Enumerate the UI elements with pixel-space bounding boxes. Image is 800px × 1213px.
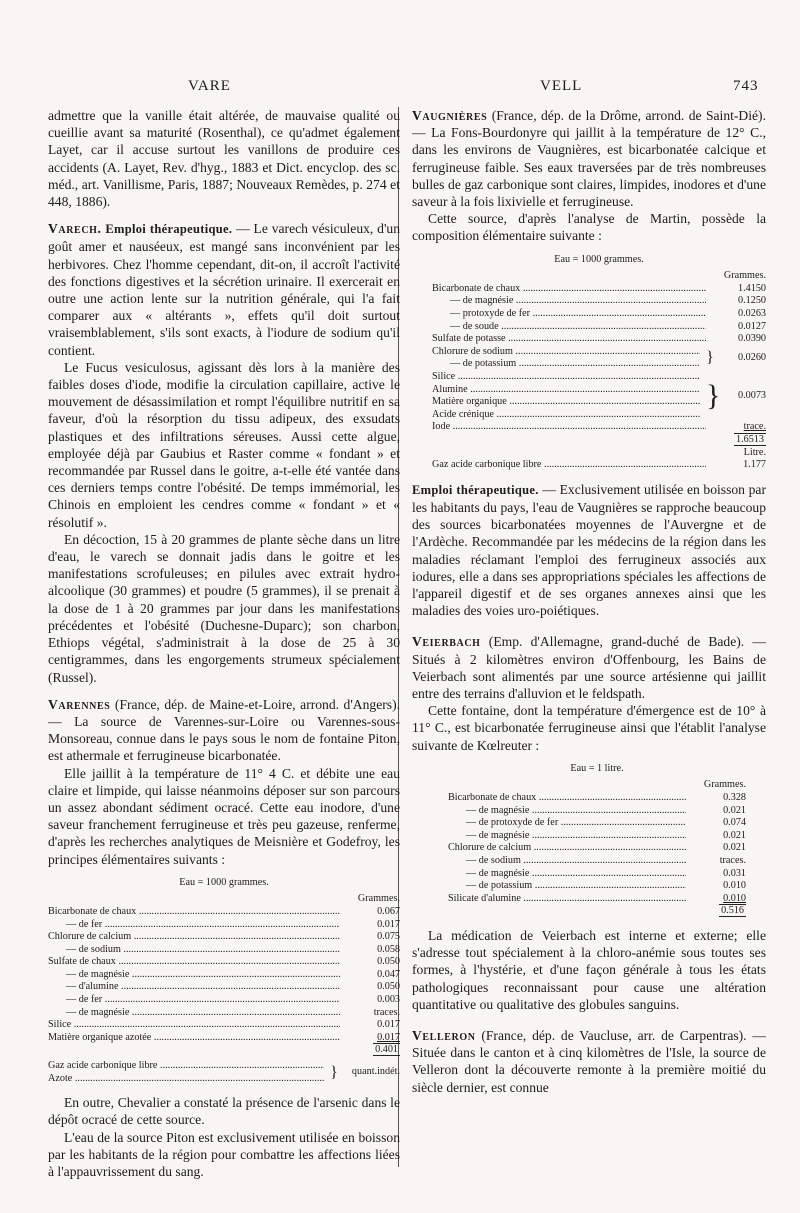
table-unit: Grammes. — [723, 270, 766, 282]
varech-entry — [48, 220, 400, 359]
table-row: — de soude ..... 0.0127 — [432, 321, 766, 334]
left-column — [48, 107, 400, 1180]
table-total: 1.6513 — [735, 433, 764, 445]
table-row: — de potassium ..... 0.010 — [448, 880, 746, 893]
vaugnieres-therapeutique — [412, 481, 766, 620]
varech-paragraph-3: En décoction, 15 à 20 grammes de plante sèche dans un litre d'eau, le varech se donnait jadis dans le goitre et les manifestations scrofuleuses; en pilules avec extrait hydro-alcoolique (30 grammes) et poudre (5 grammes), il se prenait à la dose de 1 à 20 grammes par jour dans les manifestations précédentes et l'obésité (Duchesne-Duparc); son charbon, Ethiops végétal, s'administrait à la dose de 25 à 30 centigrammes, dans les engorgements strumeux spécialement (Russel). — [48, 531, 400, 685]
velleron-text: (France, dép. de Vaucluse, arr. de Carpentras). — Située dans le canton et à cinq kilomètres de l'Isle, la source de Velleron dont la découverte remonte à la première moitié du siècle dernier, est connue — [412, 1027, 766, 1095]
table-row: — de magnésie ..... traces. — [48, 1007, 400, 1020]
table-row: — de protoxyde de fer ..... 0.074 — [448, 817, 746, 830]
table-row: Bicarbonate de chaux ..... 0.067 — [48, 906, 400, 919]
table-row: — de magnésie ..... 0.047 — [48, 969, 400, 982]
varennes-paragraph-3: En outre, Chevalier a constaté la présence de l'arsenic dans le dépôt ocracé de cette source. — [48, 1095, 400, 1128]
table-row: — de magnésie ..... 0.031 — [448, 868, 746, 881]
varech-paragraph-2: Le Fucus vesiculosus, agissant dès lors à la manière des faibles doses d'iode, modifie la circulation capillaire, active le mouvement de désassimilation et rompt l'équilibre nutritif en sa faveur, d'où la résorption du tissu adipeux, des exsudats plastiques et des infiltrations séreuses. Aussi cette algue, employée déjà par Gaubius et Raster comme « fondant » et recommandée par Russel dans le goitre, a-t-elle été vantée dans ces derniers temps contre l'obésité. De temps immémorial, les Chinois en emploient les cendres comme « fondant » et « résolutif ». — [48, 359, 400, 530]
table-row: Chlorure de calcium ..... 0.075 — [48, 931, 400, 944]
table-row: — de fer ..... 0.003 — [48, 994, 400, 1007]
right-column — [412, 107, 766, 1096]
headword-vaugnieres: Vaugnières — [412, 108, 488, 123]
table-caption: Eau = 1000 grammes. — [179, 876, 269, 888]
table-total: 0.516 — [721, 905, 744, 917]
table-row: Silice ..... 0.017 — [48, 1019, 400, 1032]
table-row: Bicarbonate de chaux ..... 1.4150 — [432, 283, 766, 296]
table-row: — d'alumine ..... 0.050 — [48, 981, 400, 994]
table-group: Chlorure de sodium ..... — de potassium ..... } 0.0260 — [432, 346, 766, 371]
table-row: — de magnésie ..... 0.021 — [448, 830, 746, 843]
running-head-left: VARE — [188, 78, 231, 94]
table-row: — de sodium ..... traces. — [448, 855, 746, 868]
table-row: Sulfate de potasse ..... 0.0390 — [432, 333, 766, 346]
table-row: Chlorure de calcium ..... 0.021 — [448, 842, 746, 855]
table-unit: Grammes. — [703, 779, 746, 791]
veierbach-paragraph-3: La médication de Veierbach est interne et externe; elle s'adresse tout spécialement à la chloro-anémie sous toutes ses formes, à l'hystérie, et d'une façon générale à tous les états pathologiques reconnaissant pour cause une altération quantitative ou qualitative des globules sanguins. — [412, 927, 766, 1012]
table-unit-litre: Litre. — [743, 446, 766, 458]
table-row: Bicarbonate de chaux ..... 0.328 — [448, 792, 746, 805]
headword-varech: Varech. — [48, 221, 102, 237]
table-row: Silicate d'alumine ..... 0.010 — [448, 893, 746, 906]
subheading-therapeutique: Emploi thérapeutique. — [105, 222, 233, 237]
page-number: 743 — [733, 78, 759, 94]
table-row: — de fer ..... 0.017 — [48, 919, 400, 932]
table-row: — de magnésie ..... 0.1250 — [432, 295, 766, 308]
veierbach-text: (Emp. d'Allemagne, grand-duché de Bade). — Situés à 2 kilomètres environ d'Offenbourg, les Bains de Veierbach sont alimentés par une source artésienne qui jaillit entre des terrains d'alluvion et le feldspath. — [412, 634, 767, 701]
running-head-center: VELL — [540, 78, 583, 94]
table-row: — de magnésie ..... 0.021 — [448, 805, 746, 818]
table-row: Iode ..... trace. — [432, 421, 766, 434]
table-row: — de sodium ..... 0.058 — [48, 944, 400, 957]
vaugnieres-analysis-table — [432, 254, 766, 472]
veierbach-paragraph-2: Cette fontaine, dont la température d'émergence est de 10° à 11° C., est bicarbonatée ferrugineuse ainsi que l'établit l'analyse suivante de Kœlreuter : — [412, 703, 766, 753]
table-unit: Grammes. — [357, 893, 400, 905]
headword-velleron: Velleron — [412, 1027, 476, 1043]
vaugnieres-paragraph-2: Cette source, d'après l'analyse de Martin, possède la composition élémentaire suivante : — [412, 211, 766, 244]
intro-paragraph: admettre que la vanille était altérée, de mauvaise qualité ou cueillie avant sa maturité (Rosenthal), ce qu'admet également Layet, car il accuse surtout les vanillons de produire ces accidents (A. Layet, Rev. d'hyg., 1883 et Dict. encyclop. des sc. méd., art. Vanillisme, Paris, 1887; Nouveaux Remèdes, p. 274 et 448, 1886). — [48, 108, 400, 210]
velleron-entry — [412, 1027, 766, 1096]
subheading-therapeutique: Emploi thérapeutique. — [412, 482, 539, 497]
varennes-paragraph-4: L'eau de la source Piton est exclusivement utilisée en boisson par les habitants de la région pour combattre les affections liées à l'appauvrissement du sang. — [48, 1129, 400, 1180]
table-row: — protoxyde de fer ..... 0.0263 — [432, 308, 766, 321]
table-group: Silice ..... Alumine ..... Matière organique ..... Acide crénique ..... } 0.0073 — [432, 371, 766, 421]
headword-varennes: Varennes — [48, 696, 111, 712]
veierbach-entry — [412, 633, 766, 702]
table-row: Matière organique azotée ..... 0.017 — [48, 1032, 400, 1045]
table-caption: Eau = 1000 grammes. — [554, 253, 644, 265]
table-row: Sulfate de chaux ..... 0.050 — [48, 956, 400, 969]
varech-text: — Le varech vésiculeux, d'un goût amer et nauséeux, est mangé sans inconvénient par les herbivores. Chez l'homme cependant, dit-on, il accroît l'activité des fonctions digestives et la sécrétion urinaire. Il exercerait en outre une action lente sur la nutrition générale, qui l'a fait comparer aux « altérants », effets qu'il doit surtout vraisemblablement, s'ils sont exacts, à l'iodure de sodium qu'il contient. — [48, 221, 400, 358]
table-caption: Eau = 1 litre. — [570, 762, 624, 774]
vaugnieres-entry — [412, 107, 766, 210]
varennes-paragraph-2: Elle jaillit à la température de 11° 4 C. et débite une eau claire et limpide, qui laisse néanmoins déposer sur son parcours un assez abondant sédiment ocracé. Cette eau inodore, d'une saveur franchement ferrugineuse et très peu gazeuse, renferme, d'après les recherches analytiques de Meisnière et Godefroy, les principes élémentaires suivants : — [48, 765, 400, 867]
vaugnieres-text: (France, dép. de la Drôme, arrond. de Saint-Dié). — La Fons-Bourdonyre qui jaillit à la température de 12° C., dans les environs de Vaugnières, est bicarbonatée calcique et ferrugineuse faible. Ses eaux traversées par de très nombreuses bulles de gaz carbonique sont claires, limpides, inodores et d'une saveur à la fois lixivielle et ferrugineuse. — [412, 108, 766, 210]
table-row: Gaz acide carbonique libre ..... 1.177 — [432, 459, 766, 472]
varennes-analysis-table — [48, 877, 400, 1086]
headword-veierbach: Veierbach — [412, 634, 481, 650]
table-gas-group: Gaz acide carbonique libre ..... Azote ..... } quant.indét. — [48, 1060, 400, 1085]
varennes-text: (France, dép. de Maine-et-Loire, arrond. d'Angers). — La source de Varennes-sur-Loire ou Varennes-sous-Monsoreau, connue dans le pays sous le nom de fontaine Piton, est athermale et ferrugineuse bicarbonatée. — [48, 696, 400, 764]
vaugnieres-therapeutique-text: — Exclusivement utilisée en boisson par les habitants du pays, l'eau de Vaugnières se rapproche beaucoup des sources bicarbonatées moyennes de l'Auvergne et de l'Ardèche. Recommandée par les médecins de la région dans les maladies réclamant l'emploi des ferrugineux associés aux iodures, elle a dans ses appropriations spéciales les affections de l'appareil digestif et de ses organes annexes ainsi que les maladies des voies uro-poiétiques. — [412, 481, 766, 619]
varennes-entry — [48, 696, 400, 765]
table-total: 0.401 — [375, 1044, 398, 1056]
veierbach-analysis-table — [448, 763, 746, 918]
